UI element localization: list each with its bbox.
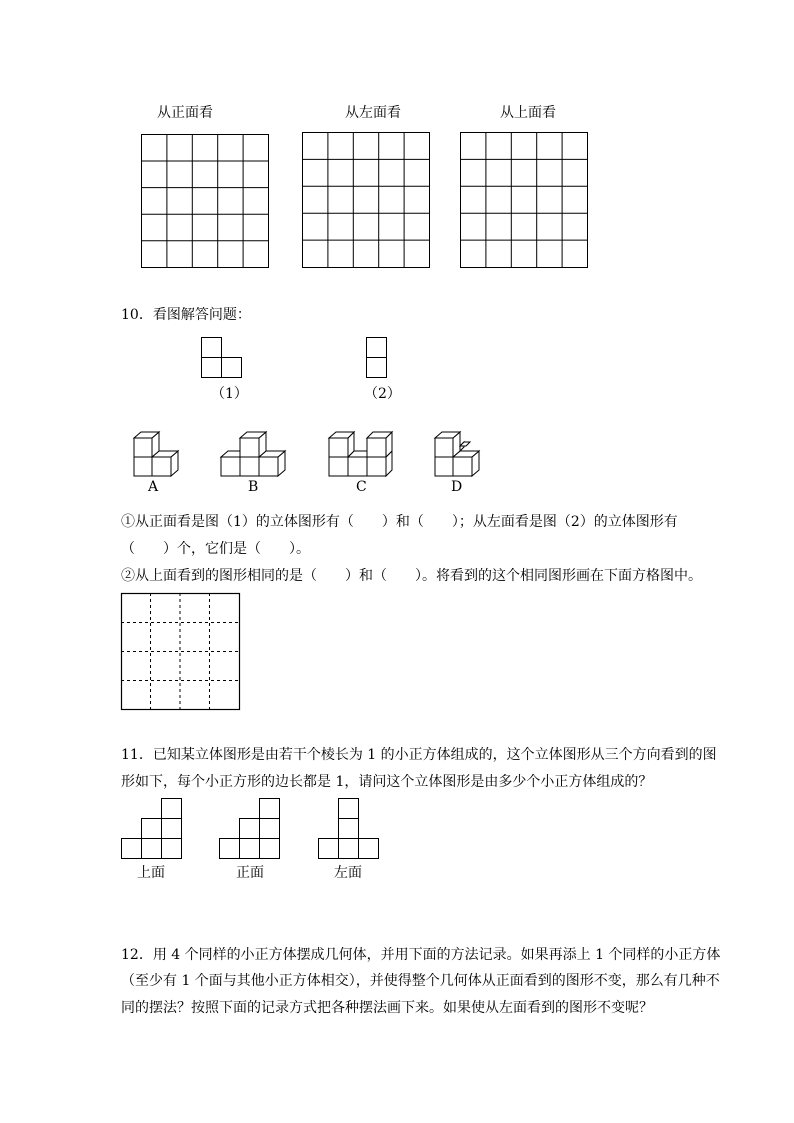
- solid-a-cubes: [133, 430, 181, 478]
- q11-left-view-label: 左面: [334, 865, 362, 881]
- question-11-line2: 形如下，每个小正方形的边长都是 1，请问这个立体图形是由多少个小正方体组成的？: [121, 774, 653, 790]
- question-12-line3: 同的摆法？按照下面的记录方式把各种摆法画下来。如果使从左面看到的图形不变呢？: [121, 1000, 653, 1016]
- front-view-grid[interactable]: [141, 134, 269, 268]
- solid-d-cubes: [434, 430, 482, 478]
- left-view-grid[interactable]: [302, 132, 430, 268]
- question-10-part2-line: ②从上面看到的图形相同的是（ ）和（ ）。将看到的这个相同图形画在下面方格图中。: [121, 568, 702, 584]
- solid-a-label: A: [148, 479, 159, 495]
- q11-front-view-label: 正面: [236, 865, 264, 881]
- solid-d-label: D: [451, 479, 463, 495]
- top-view-grid[interactable]: [460, 132, 588, 268]
- top-view-label: 从上面看: [500, 105, 556, 121]
- figure-2-column-shape: [366, 337, 388, 379]
- left-view-label: 从左面看: [345, 105, 401, 121]
- solid-c-cubes: [328, 430, 394, 478]
- figure-2-label: （2）: [364, 386, 401, 402]
- question-11-line1: 11．已知某立体图形是由若干个棱长为 1 的小正方体组成的，这个立体图形从三个方向看到的图: [121, 747, 717, 763]
- question-10-part1-line1: ①从正面看是图（1）的立体图形有（ ）和（ ）；从左面看是图（2）的立体图形有: [121, 514, 678, 530]
- question-12-line2: （至少有 1 个面与其他小正方体相交），并使得整个几何体从正面看到的图形不变，那么有几种不: [121, 973, 720, 989]
- front-view-label: 从正面看: [157, 105, 213, 121]
- figure-1-label: （1）: [211, 386, 248, 402]
- q11-top-view-label: 上面: [137, 865, 165, 881]
- question-12-line1: 12．用 4 个同样的小正方体摆成几何体，并用下面的方法记录。如果再添上 1 个同样的小正方体: [121, 947, 721, 963]
- figure-1-l-shape: [201, 337, 243, 379]
- solid-c-label: C: [356, 479, 367, 495]
- question-10-title: 10．看图解答问题：: [121, 307, 251, 323]
- solid-b-label: B: [248, 479, 259, 495]
- q11-front-view: [219, 798, 281, 860]
- q11-left-view: [318, 798, 380, 860]
- solid-b-cubes: [220, 430, 288, 478]
- question-10-part1-line2: （ ）个，它们是（ ）。: [121, 541, 310, 557]
- answer-drawing-grid[interactable]: [121, 593, 241, 711]
- q11-top-view: [121, 798, 183, 860]
